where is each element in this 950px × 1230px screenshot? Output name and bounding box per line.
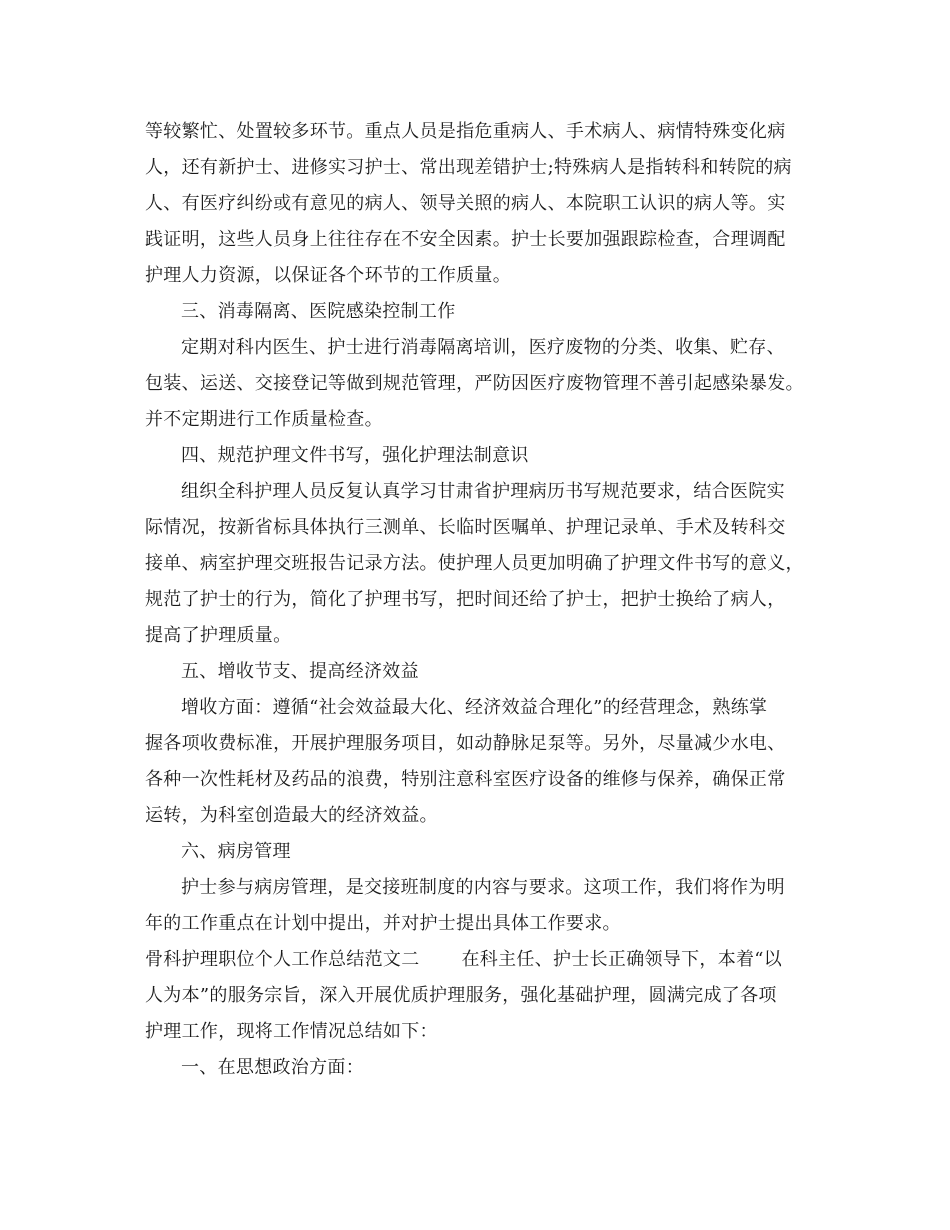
- article-title: 骨科护理职位个人工作总结范文二: [145, 949, 420, 970]
- body-line: 组织全科护理人员反复认真学习甘肃省护理病历书写规范要求，结合医院实: [181, 481, 785, 502]
- body-line: 增收方面：遵循“社会效益最大化、经济效益合理化”的经营理念，熟练掌: [181, 697, 768, 718]
- body-line: 包装、运送、交接登记等做到规范管理，严防因医疗废物管理不善引起感染暴发。: [145, 373, 804, 394]
- body-line: 践证明，这些人员身上往往存在不安全因素。护士长要加强跟踪检查，合理调配: [145, 229, 786, 250]
- section-heading: 三、消毒隔离、医院感染控制工作: [181, 301, 456, 322]
- body-line: 等较繁忙、处置较多环节。重点人员是指危重病人、手术病人、病情特殊变化病: [145, 121, 786, 142]
- body-text: 在科主任、护士长正确领导下，本着“以: [461, 949, 783, 970]
- body-line: 并不定期进行工作质量检查。: [145, 409, 383, 430]
- title-line: [145, 948, 782, 972]
- section-heading: 四、规范护理文件书写，强化护理法制意识: [181, 445, 529, 466]
- body-line: 握各项收费标准，开展护理服务项目，如动静脉足泵等。另外，尽量减少水电、: [145, 733, 786, 754]
- body-line: 护理工作，现将工作情况总结如下：: [145, 1021, 438, 1042]
- section-heading: 一、在思想政治方面：: [181, 1057, 364, 1078]
- body-line: 人，还有新护士、进修实习护士、常出现差错护士;特殊病人是指转科和转院的病: [145, 157, 792, 178]
- section-heading: 五、增收节支、提高经济效益: [181, 661, 419, 682]
- body-line: 各种一次性耗材及药品的浪费，特别注意科室医疗设备的维修与保养，确保正常: [145, 769, 786, 790]
- body-line: 提高了护理质量。: [145, 625, 292, 646]
- body-line: 人、有医疗纠纷或有意见的病人、领导关照的病人、本院职工认识的病人等。实: [145, 193, 786, 214]
- body-line: 人为本”的服务宗旨，深入开展优质护理服务，强化基础护理，圆满完成了各项: [145, 985, 777, 1006]
- body-line: 运转，为科室创造最大的经济效益。: [145, 805, 438, 826]
- body-line: 际情况，按新省标具体执行三测单、长临时医嘱单、护理记录单、手术及转科交: [145, 517, 786, 538]
- body-line: 定期对科内医生、护士进行消毒隔离培训，医疗废物的分类、收集、贮存、: [181, 337, 785, 358]
- body-line: 规范了护士的行为，简化了护理书写，把时间还给了护士，把护士换给了病人，: [145, 589, 786, 610]
- body-line: 护理人力资源，以保证各个环节的工作质量。: [145, 265, 511, 286]
- section-heading: 六、病房管理: [181, 841, 291, 862]
- body-line: 接单、病室护理交班报告记录方法。使护理人员更加明确了护理文件书写的意义，: [145, 553, 804, 574]
- body-line: 年的工作重点在计划中提出，并对护士提出具体工作要求。: [145, 913, 621, 934]
- body-line: 护士参与病房管理，是交接班制度的内容与要求。这项工作，我们将作为明: [181, 877, 785, 898]
